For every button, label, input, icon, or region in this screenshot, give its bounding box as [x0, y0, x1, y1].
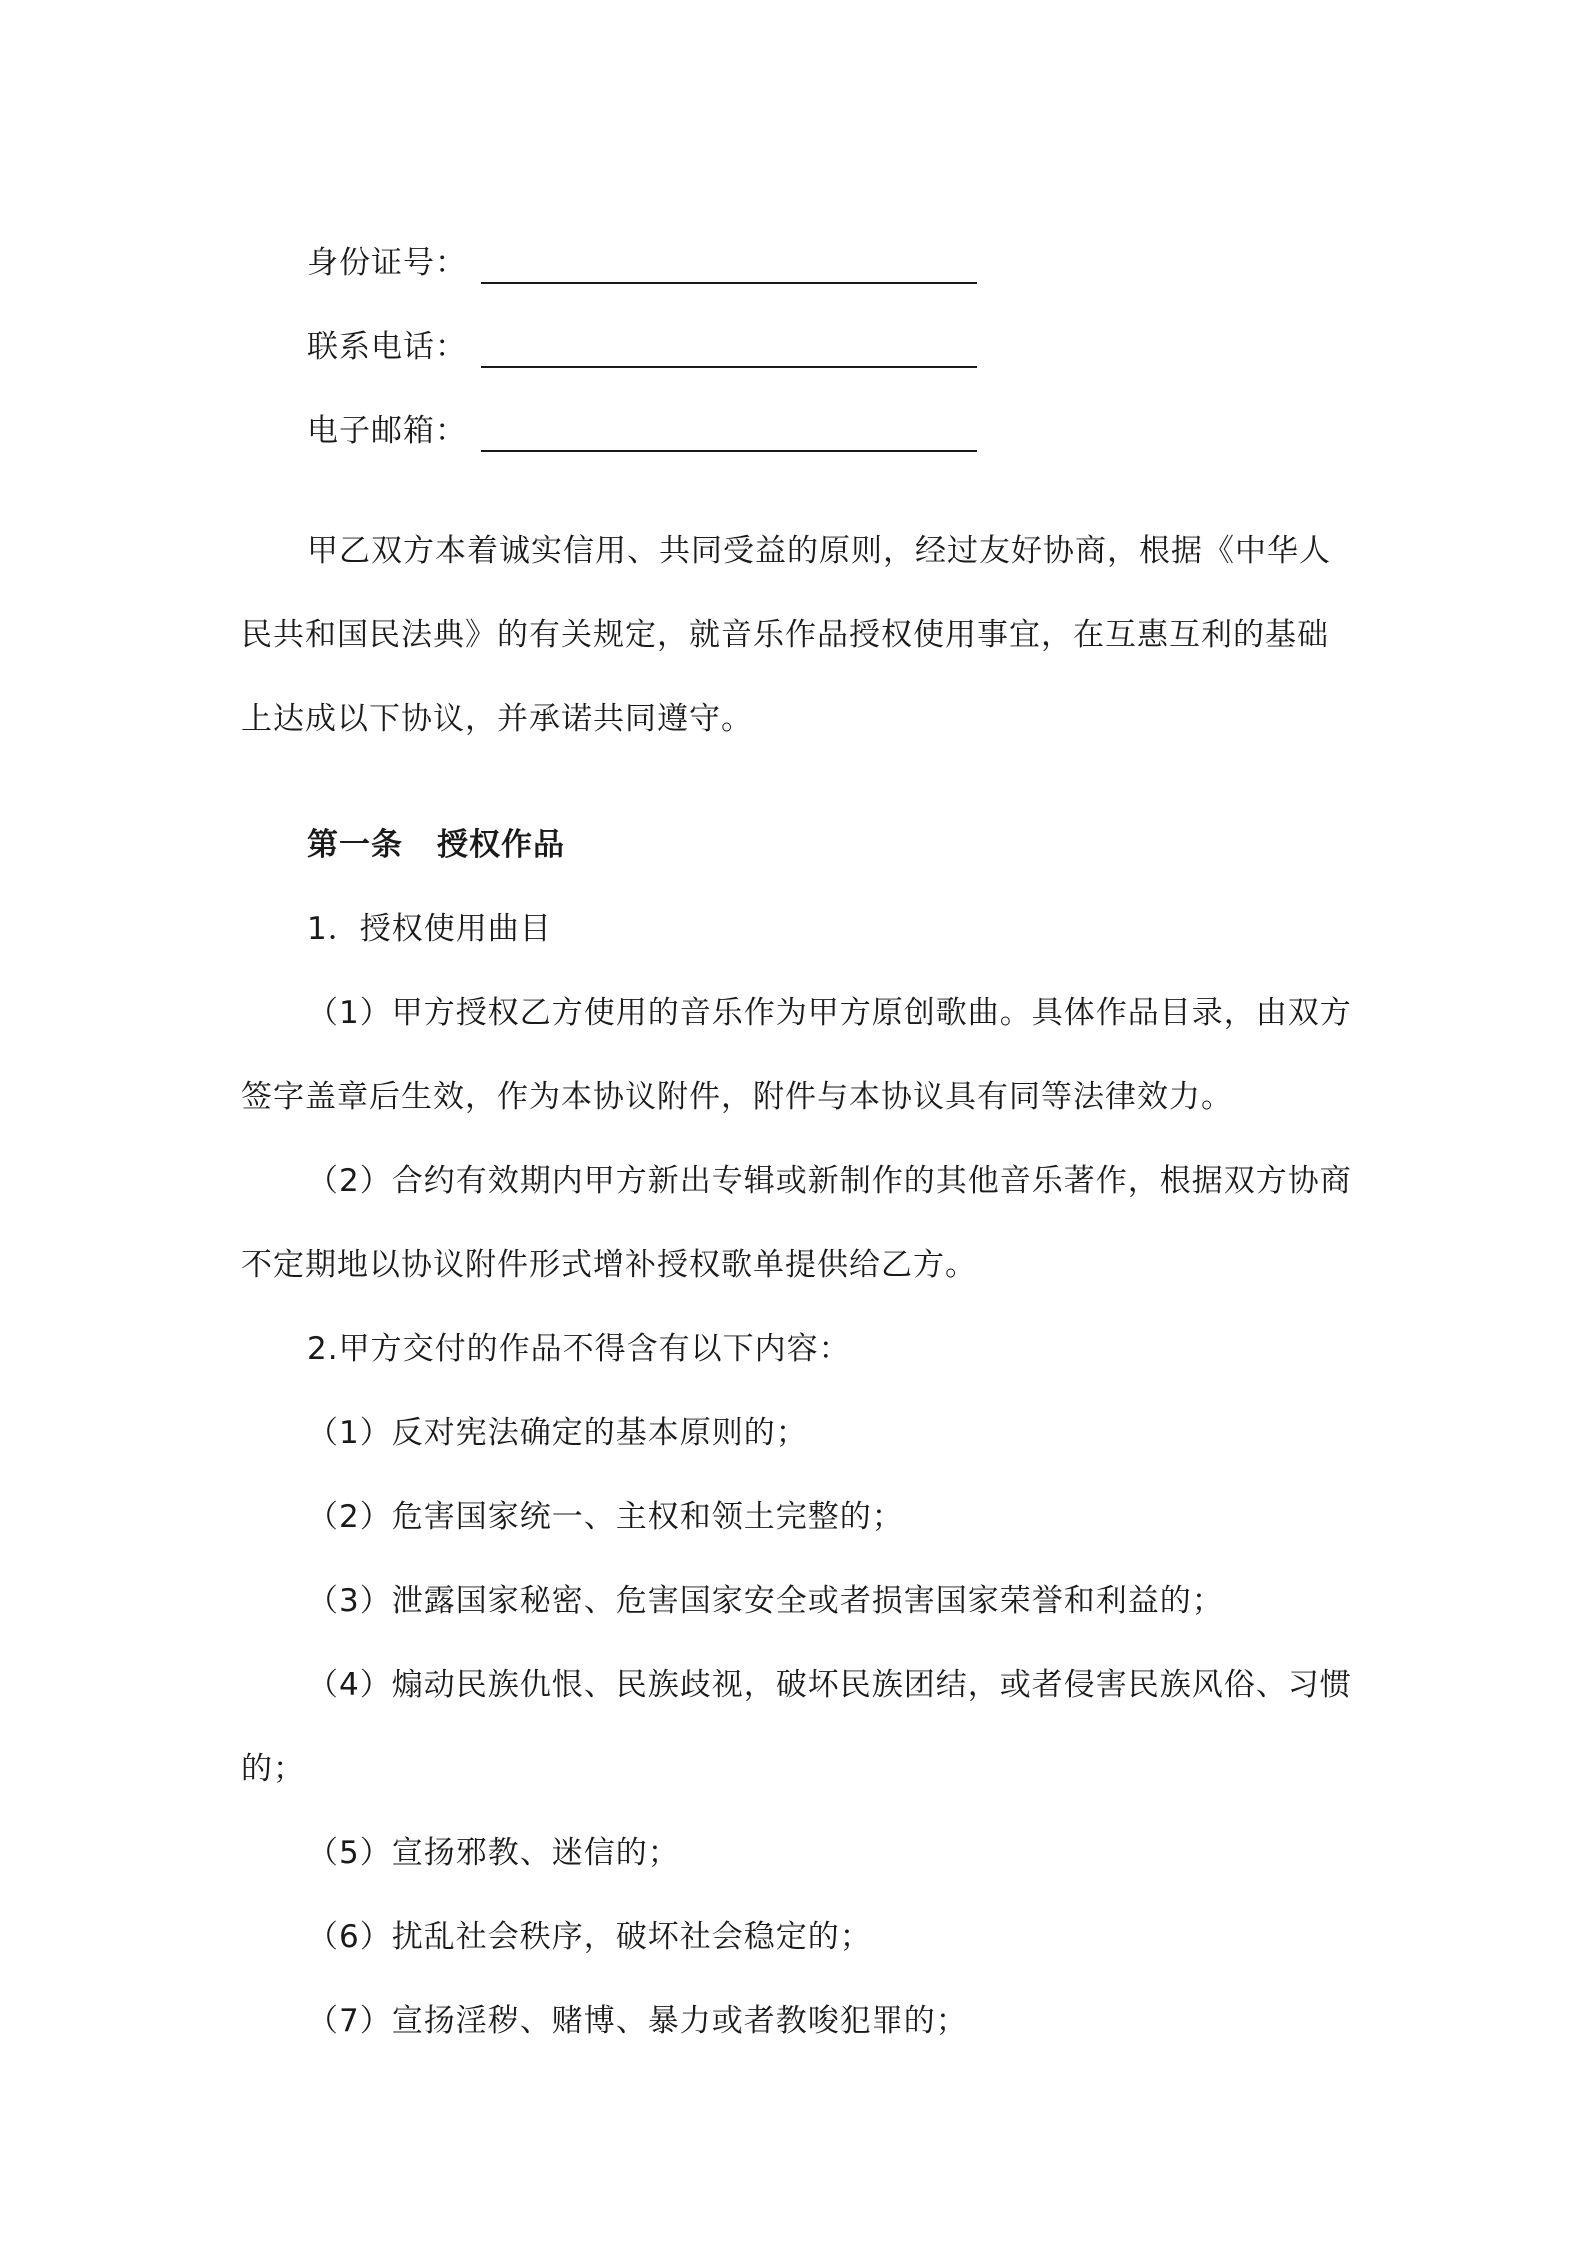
id-number-blank	[481, 240, 977, 284]
clause-2-item-7: （7）宣扬淫秽、赌博、暴力或者教唆犯罪的；	[307, 2003, 968, 2039]
clause-2-item-4: （4）煽动民族仇恨、民族歧视，破坏民族团结，或者侵害民族风俗、习惯的；	[241, 1667, 1352, 1787]
clause-1-heading: 1．授权使用曲目	[307, 911, 552, 947]
clause-2-item-5: （5）宣扬邪教、迷信的；	[307, 1835, 680, 1871]
email-blank	[481, 408, 977, 452]
id-number-field	[241, 200, 1359, 284]
section-1-number: 第一条	[307, 827, 403, 863]
id-number-label: 身份证号：	[307, 245, 467, 281]
clause-2-item-3: （3）泄露国家秘密、危害国家安全或者损害国家荣誉和利益的；	[307, 1583, 1224, 1619]
email-label: 电子邮箱：	[307, 413, 467, 449]
clause-1-item-2: （2）合约有效期内甲方新出专辑或新制作的其他音乐著作，根据双方协商不定期地以协议附件形式增补授权歌单提供给乙方。	[241, 1163, 1352, 1283]
intro-paragraph: 甲乙双方本着诚实信用、共同受益的原则，经过友好协商，根据《中华人民共和国民法典》的有关规定，就音乐作品授权使用事宜，在互惠互利的基础上达成以下协议，并承诺共同遵守。	[241, 533, 1331, 737]
section-1-title	[241, 803, 1359, 887]
section-1-name: 授权作品	[437, 827, 565, 863]
phone-blank	[481, 324, 977, 368]
spacer	[241, 452, 1359, 509]
clause-2-item-6: （6）扰乱社会秩序，破坏社会稳定的；	[307, 1919, 872, 1955]
phone-label: 联系电话：	[307, 329, 467, 365]
clause-2-item-1: （1）反对宪法确定的基本原则的；	[307, 1415, 808, 1451]
clause-1-item-1: （1）甲方授权乙方使用的音乐作为甲方原创歌曲。具体作品目录，由双方签字盖章后生效，作为本协议附件，附件与本协议具有同等法律效力。	[241, 995, 1352, 1115]
phone-field	[241, 284, 1359, 368]
section-1	[241, 803, 1359, 2063]
email-field	[241, 368, 1359, 452]
document-content	[241, 200, 1359, 2063]
clause-2-item-2: （2）危害国家统一、主权和领土完整的；	[307, 1499, 904, 1535]
clause-2-heading: 2.甲方交付的作品不得含有以下内容：	[307, 1331, 851, 1367]
